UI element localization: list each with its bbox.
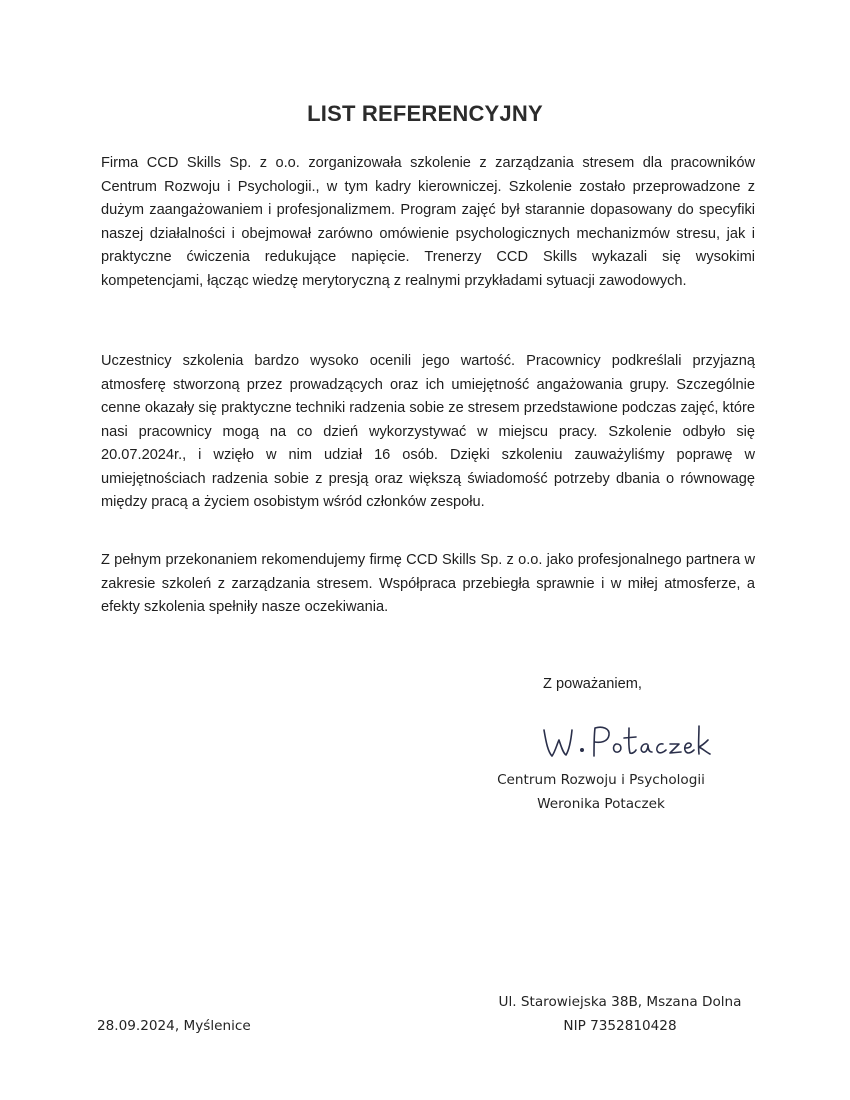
paragraph-2-text: Uczestnicy szkolenia bardzo wysoko ocenili jego wartość. Pracownicy podkreślali przyjazną atmosferę stworzoną przez prowadzących oraz ich umiejętność angażowania grupy. Szczególnie cenne okazały się praktyczne techniki radzenia sobie ze stresem przedstawione podczas zajęć, które nasi pracownicy mogą na co dzień wykorzystywać w miejscu pracy. Szkolenie odbyło się 20.07.2024r., i wzięło w nim udział 16 osób. Dzięki szkoleniu zauważyliśmy poprawę w umiejętnościach radzenia sobie z presją oraz większą świadomość potrzeby dbania o równowagę między pracą a życiem osobistym wśród członków zespołu. (101, 353, 755, 510)
footer-nip: NIP 7352810428 (563, 1018, 677, 1034)
closing-salutation: Z poważaniem, (543, 676, 642, 692)
paragraph-2 (101, 350, 755, 515)
signer-organization: Centrum Rozwoju i Psychologii (497, 772, 705, 788)
footer-date-place: 28.09.2024, Myślenice (97, 1018, 251, 1034)
handwritten-signature (536, 712, 716, 772)
paragraph-1 (101, 152, 755, 293)
paragraph-3 (101, 549, 755, 620)
letter-title: LIST REFERENCYJNY (307, 101, 543, 126)
signer-name: Weronika Potaczek (537, 796, 665, 812)
footer-address: Ul. Starowiejska 38B, Mszana Dolna (498, 994, 742, 1010)
paragraph-3-text: Z pełnym przekonaniem rekomendujemy firmę CCD Skills Sp. z o.o. jako profesjonalnego partnera w zakresie szkoleń z zarządzania stresem. Współpraca przebiegła sprawnie i w miłej atmosferze, a efekty szkolenia spełniły nasze oczekiwania. (101, 552, 755, 615)
paragraph-1-text: Firma CCD Skills Sp. z o.o. zorganizowała szkolenie z zarządzania stresem dla pracowników Centrum Rozwoju i Psychologii., w tym kadry kierowniczej. Szkolenie zostało przeprowadzone z dużym zaangażowaniem i profesjonalizmem. Program zajęć był starannie dopasowany do specyfiki naszej działalności i obejmował zarówno omówienie psychologicznych mechanizmów stresu, jak i praktyczne ćwiczenia redukujące napięcie. Trenerzy CCD Skills wykazali się wysokimi kompetencjami, łącząc wiedzę merytoryczną z realnymi przykładami sytuacji zawodowych. (101, 155, 755, 289)
